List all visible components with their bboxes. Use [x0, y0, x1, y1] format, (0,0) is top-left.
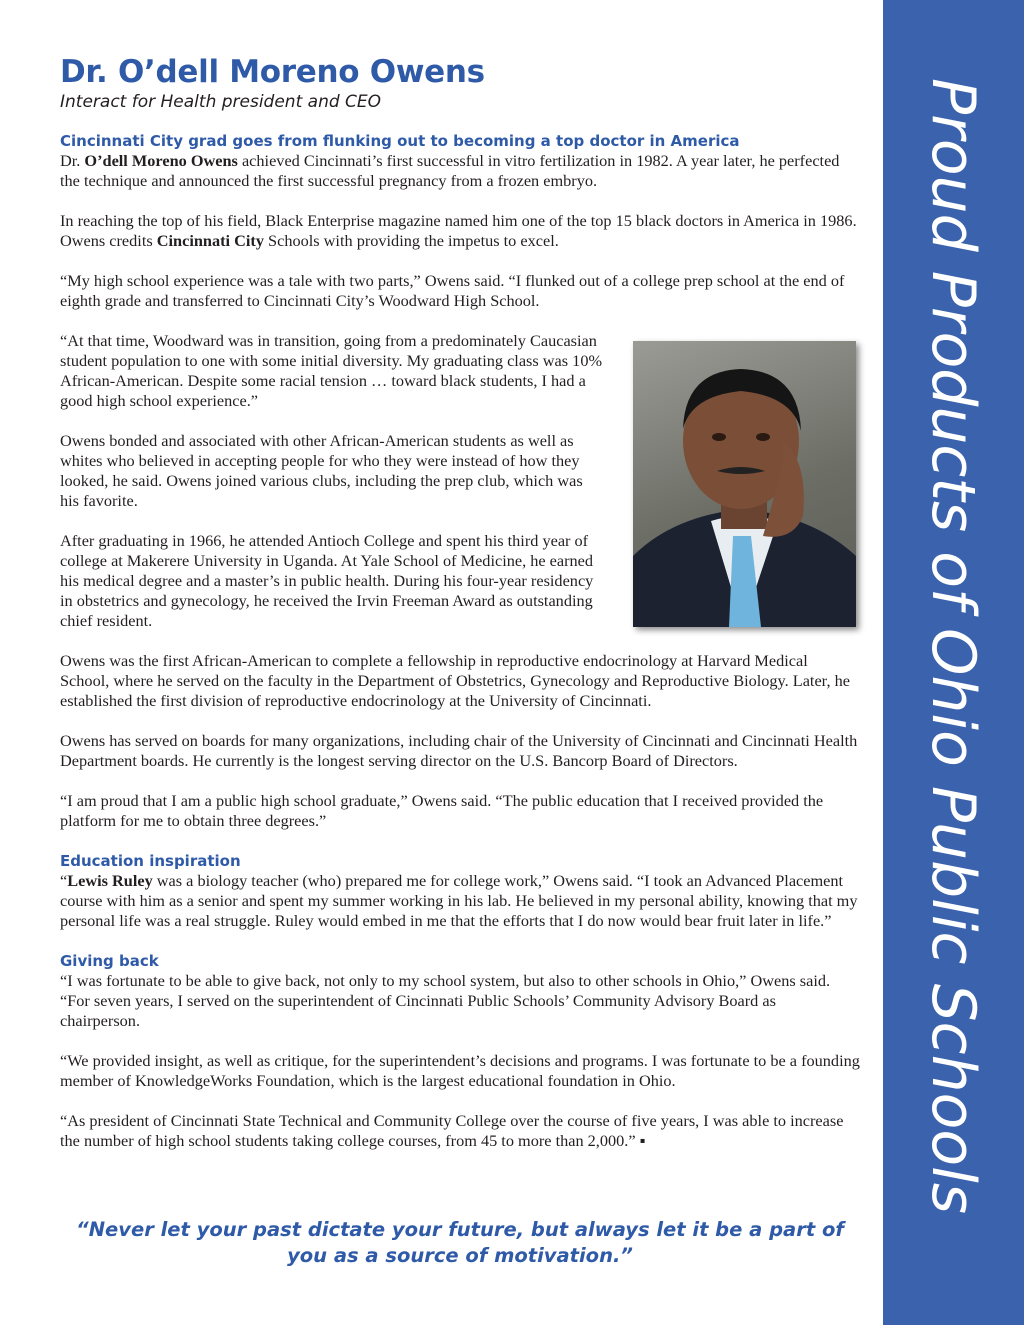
paragraph-6: After graduating in 1966, he attended Antioch College and spent his third year of college at Makerere University in Uganda. At Yale School of Medicine, he earned his medical degree and a master’s in public health. During his four-year residency in obstetrics and gynecology, he received the Irvin Freeman Award as outstanding chief resident. [60, 531, 594, 631]
pull-quote: “Never let your past dictate your future, but always let it be a part of you as a source of motivation.” [76, 1218, 844, 1267]
paragraph-1: Dr. O’dell Moreno Owens achieved Cincinnati’s first successful in vitro fertilization in 1982. A year later, he perfected the technique and announced the first successful pregnancy from a frozen embryo. [60, 151, 840, 191]
sidebar-banner [883, 0, 1024, 1325]
paragraph-13: “As president of Cincinnati State Technical and Community College over the course of five years, I was able to increase the number of high school students taking college courses, from 45 to more than 2,000.” ▪ [60, 1111, 844, 1151]
paragraph-12: “We provided insight, as well as critique, for the superintendent’s decisions and programs. I was fortunate to be a founding member of KnowledgeWorks Foundation, which is the largest educational foundation in Ohio. [60, 1051, 860, 1091]
paragraph-8: Owens has served on boards for many organizations, including chair of the University of Cincinnati and Cincinnati Health Department boards. He currently is the longest serving director on the U.S. Bancorp Board of Directors. [60, 731, 858, 771]
portrait-illustration [633, 341, 856, 627]
paragraph-7: Owens was the first African-American to complete a fellowship in reproductive endocrinology at Harvard Medical School, where he served on the faculty in the Department of Obstetrics, Gynecology and Reproductive Biology. Later, he established the first division of reproductive endocrinology at the University of Cincinnati. [60, 651, 850, 711]
paragraph-2: In reaching the top of his field, Black Enterprise magazine named him one of the top 15 black doctors in America in 1986. Owens credits Cincinnati City Schools with providing the impetus to excel. [60, 211, 857, 251]
paragraph-5: Owens bonded and associated with other African-American students as well as whites who believed in accepting people for who they were instead of how they looked, he said. Owens joined various clubs, including the prep club, which was his favorite. [60, 431, 583, 511]
article [60, 54, 860, 1151]
intro-heading: Cincinnati City grad goes from flunking out to becoming a top doctor in America [60, 132, 740, 151]
paragraph-11: “I was fortunate to be able to give back, not only to my school system, but also to other schools in Ohio,” Owens said. “For seven years, I served on the superintendent of Cincinnati Public Schools’ Community Advisory Board as chairperson. [60, 971, 831, 1031]
paragraph-9: “I am proud that I am a public high school graduate,” Owens said. “The public education that I received provided the platform for me to obtain three degrees.” [60, 791, 824, 831]
page-title: Dr. O’dell Moreno Owens [60, 54, 485, 90]
page-subtitle: Interact for Health president and CEO [60, 92, 382, 113]
giving-back-heading: Giving back [60, 952, 159, 971]
paragraph-10: “Lewis Ruley was a biology teacher (who) prepared me for college work,” Owens said. “I took an Advanced Placement course with him as a senior and spent my summer working in his lab. He believed in my personal ability, knowing that my personal life was a real struggle. Ruley would embed in me that the efforts that I do now would bear fruit later in life.” [60, 871, 858, 931]
paragraph-4: “At that time, Woodward was in transition, going from a predominately Caucasian student population to one with some initial diversity. My graduating class was 10% African-American. Despite some racial tension … toward black students, I had a good high school experience.” [60, 331, 603, 411]
education-heading: Education inspiration [60, 852, 241, 871]
sidebar-title: Proud Products of Ohio Public Schools [918, 78, 988, 1215]
paragraph-3: “My high school experience was a tale with two parts,” Owens said. “I flunked out of a college prep school at the end of eighth grade and transferred to Cincinnati City’s Woodward High School. [60, 271, 845, 311]
portrait-photo [633, 341, 856, 627]
